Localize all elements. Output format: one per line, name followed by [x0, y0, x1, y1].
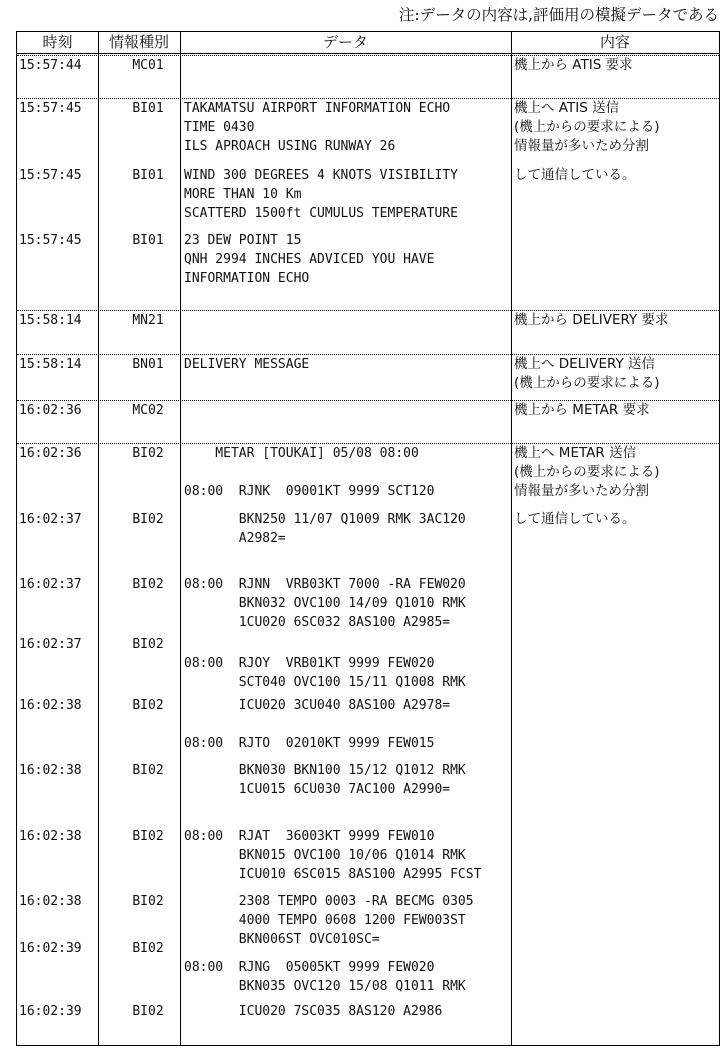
row-time: 16:02:39	[19, 1004, 82, 1019]
row-data	[184, 444, 510, 501]
table-row	[17, 166, 719, 231]
row-info-type: BI02	[132, 637, 164, 652]
row-time: 15:57:45	[19, 101, 82, 116]
content-line: 機上へ ATIS 送信	[514, 100, 620, 116]
data-line: 1CU015 6CU030 7AC100 A2990=	[184, 782, 451, 797]
row-time: 16:02:39	[19, 941, 82, 956]
data-line: 2308 TEMPO 0003 -RA BECMG 0305	[184, 894, 474, 909]
row-info-type: BI02	[132, 1004, 164, 1019]
data-line: QNH 2994 INCHES ADVICED YOU HAVE	[184, 252, 435, 267]
table-row	[17, 939, 719, 1002]
data-line: DELIVERY MESSAGE	[184, 357, 310, 372]
row-time: 15:57:45	[19, 233, 82, 248]
data-line: TIME 0430	[184, 120, 255, 135]
content-line: 機上から DELIVERY 要求	[514, 312, 669, 328]
data-line: TAKAMATSU AIRPORT INFORMATION ECHO	[184, 101, 451, 116]
row-content	[514, 311, 718, 330]
row-content	[514, 99, 718, 156]
data-line: 08:00 RJNK 09001KT 9999 SCT120	[184, 484, 435, 499]
table-row	[17, 696, 719, 761]
table-row	[17, 400, 719, 443]
data-line: METAR [TOUKAI] 05/08 08:00	[184, 446, 419, 461]
table-row	[17, 354, 719, 400]
data-line: ICU010 6SC015 8AS100 A2995 FCST	[184, 867, 482, 882]
content-line: 機上から METAR 要求	[514, 402, 650, 418]
data-line: INFORMATION ECHO	[184, 271, 310, 286]
data-line: ICU020 3CU040 8AS100 A2978=	[184, 698, 451, 713]
row-time: 16:02:38	[19, 894, 82, 909]
data-line: ICU020 7SC035 8AS120 A2986	[184, 1004, 443, 1019]
data-line	[184, 799, 510, 818]
data-line	[184, 939, 510, 958]
data-line: 08:00 RJOY VRB01KT 9999 FEW020	[184, 656, 435, 671]
row-info-type: BI01	[132, 168, 164, 183]
content-line: 情報量が多いため分割	[514, 138, 649, 154]
data-line	[184, 635, 510, 654]
data-line: BKN032 OVC100 14/09 Q1010 RMK	[184, 596, 466, 611]
data-line: MORE THAN 10 Km	[184, 187, 302, 202]
header-data: データ	[322, 33, 368, 51]
row-info-type: BI02	[132, 577, 164, 592]
row-content	[514, 444, 718, 501]
content-line: 機上から ATIS 要求	[514, 57, 633, 73]
data-line: BKN015 OVC100 10/06 Q1014 RMK	[184, 848, 466, 863]
row-data	[184, 355, 510, 374]
row-data	[184, 575, 510, 632]
data-line: SCT040 OVC100 15/11 Q1008 RMK	[184, 675, 466, 690]
row-info-type: BI02	[132, 829, 164, 844]
table-row	[17, 443, 719, 510]
row-info-type: BN01	[132, 357, 164, 372]
row-time: 15:58:14	[19, 313, 82, 328]
data-line: A2982=	[184, 531, 286, 546]
table-row	[17, 575, 719, 635]
row-info-type: MN21	[132, 313, 164, 328]
row-data	[184, 510, 510, 567]
data-line	[184, 463, 510, 482]
row-time: 16:02:36	[19, 403, 82, 418]
content-line: (機上からの要求による)	[514, 464, 660, 480]
row-data	[184, 635, 510, 692]
row-info-type: BI02	[132, 941, 164, 956]
row-content	[514, 510, 718, 529]
table-row	[17, 510, 719, 575]
row-data	[184, 99, 510, 156]
data-line: BKN035 OVC120 15/08 Q1011 RMK	[184, 979, 466, 994]
data-line: WIND 300 DEGREES 4 KNOTS VISIBILITY	[184, 168, 458, 183]
table-row	[17, 1002, 719, 1042]
data-line: BKN006ST OVC010SC=	[184, 932, 380, 947]
header-content: 内容	[599, 33, 630, 51]
data-line	[184, 715, 510, 734]
data-line: BKN250 11/07 Q1009 RMK 3AC120	[184, 512, 466, 527]
row-info-type: BI02	[132, 894, 164, 909]
row-time: 15:58:14	[19, 357, 82, 372]
row-data	[184, 939, 510, 996]
simulated-data-note: 注:データの内容は,評価用の模擬データである	[398, 6, 719, 24]
row-data	[184, 761, 510, 818]
row-time: 15:57:44	[19, 58, 82, 73]
row-time: 16:02:38	[19, 698, 82, 713]
data-line: 4000 TEMPO 0608 1200 FEW003ST	[184, 913, 466, 928]
content-line: して通信している。	[514, 167, 636, 183]
data-line	[184, 548, 510, 567]
data-line: 08:00 RJNG 05005KT 9999 FEW020	[184, 960, 435, 975]
row-info-type: BI02	[132, 446, 164, 461]
row-info-type: BI01	[132, 101, 164, 116]
data-line: 08:00 RJTO 02010KT 9999 FEW015	[184, 736, 435, 751]
table-row	[17, 231, 719, 310]
header-time: 時刻	[42, 33, 73, 51]
row-data	[184, 166, 510, 223]
content-line: 機上へ METAR 送信	[514, 445, 637, 461]
row-data	[184, 231, 510, 288]
data-line: 23 DEW POINT 15	[184, 233, 302, 248]
data-line: SCATTERD 1500ft CUMULUS TEMPERATURE	[184, 206, 458, 221]
row-info-type: BI02	[132, 698, 164, 713]
data-line: 1CU020 6SC032 8AS100 A2985=	[184, 615, 451, 630]
content-line: 機上へ DELIVERY 送信	[514, 356, 656, 372]
log-table	[16, 31, 720, 1046]
content-line: 情報量が多いため分割	[514, 483, 649, 499]
table-row	[17, 310, 719, 354]
row-time: 16:02:38	[19, 829, 82, 844]
data-line: BKN030 BKN100 15/12 Q1012 RMK	[184, 763, 466, 778]
row-data	[184, 827, 510, 884]
row-time: 15:57:45	[19, 168, 82, 183]
content-line: して通信している。	[514, 511, 636, 527]
table-row	[17, 761, 719, 827]
row-content	[514, 166, 718, 185]
content-line: (機上からの要求による)	[514, 119, 660, 135]
row-info-type: MC01	[132, 58, 164, 73]
row-info-type: BI02	[132, 763, 164, 778]
row-data	[184, 1002, 510, 1021]
row-time: 16:02:37	[19, 637, 82, 652]
table-row	[17, 635, 719, 696]
row-data	[184, 696, 510, 753]
header-type: 情報種別	[108, 33, 169, 51]
data-line: 08:00 RJNN VRB03KT 7000 -RA FEW020	[184, 577, 466, 592]
row-info-type: BI01	[132, 233, 164, 248]
row-content	[514, 56, 718, 75]
header-divider	[17, 53, 719, 54]
row-info-type: MC02	[132, 403, 164, 418]
data-line: ILS APROACH USING RUNWAY 26	[184, 139, 396, 154]
row-time: 16:02:37	[19, 577, 82, 592]
table-row	[17, 892, 719, 947]
row-time: 16:02:38	[19, 763, 82, 778]
row-time: 16:02:36	[19, 446, 82, 461]
data-line: 08:00 RJAT 36003KT 9999 FEW010	[184, 829, 435, 844]
content-line: (機上からの要求による)	[514, 375, 660, 391]
row-info-type: BI02	[132, 512, 164, 527]
row-time: 16:02:37	[19, 512, 82, 527]
table-row	[17, 55, 719, 98]
table-row	[17, 827, 719, 892]
row-content	[514, 355, 718, 393]
table-row	[17, 98, 719, 166]
row-content	[514, 401, 718, 420]
